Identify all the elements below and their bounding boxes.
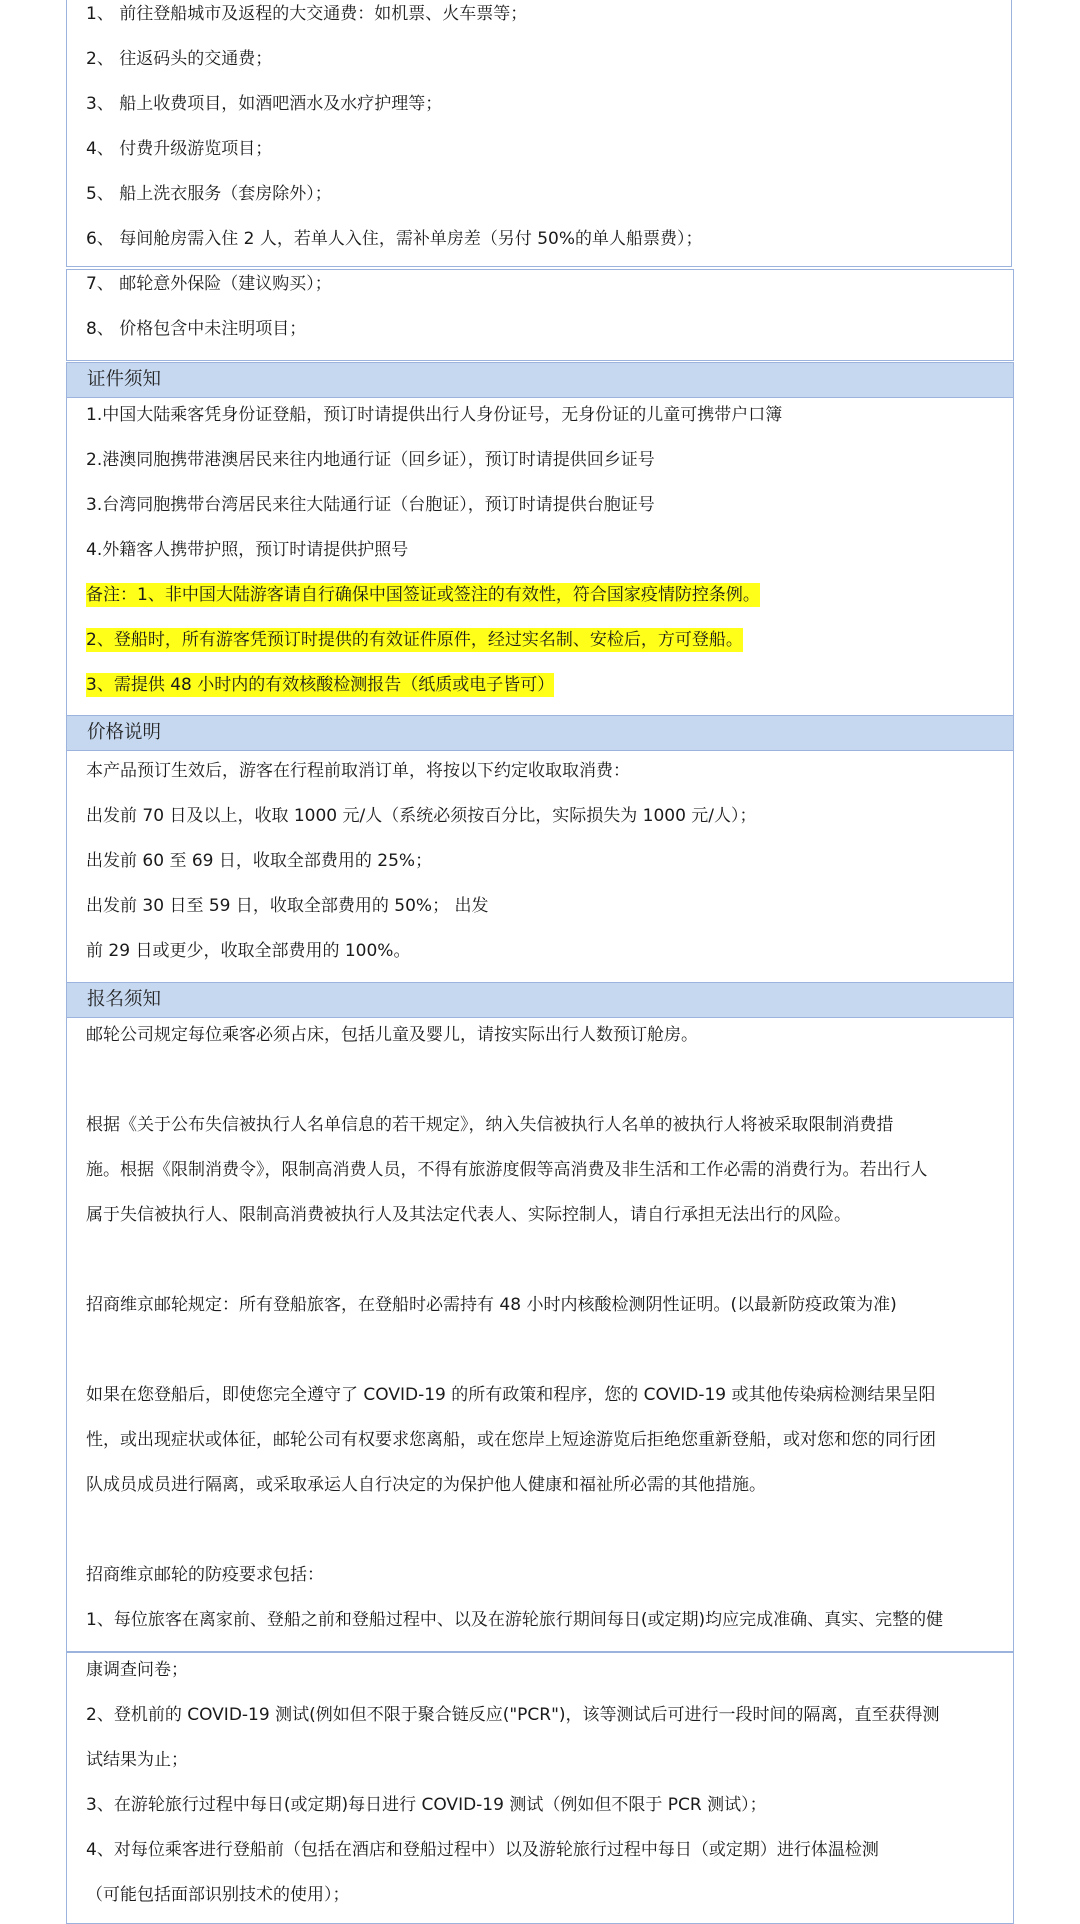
documents-item-3: 3.台湾同胞携带台湾居民来往大陆通行证（台胞证），预订时请提供台胞证号: [86, 495, 655, 515]
registration-line-16: （可能包括面部识别技术的使用）；: [86, 1885, 350, 1905]
exclusion-item-8: 8、 价格包含中未注明项目；: [86, 319, 307, 339]
pricing-line-3: 出发前 60 至 69 日，收取全部费用的 25%；: [86, 851, 433, 871]
documents-item-4: 4.外籍客人携带护照，预订时请提供护照号: [86, 540, 409, 560]
documents-section-header: [67, 362, 1013, 398]
registration-section-header: [67, 982, 1013, 1018]
exclusion-item-2: 2、 往返码头的交通费；: [86, 49, 273, 69]
registration-line-13: 试结果为止；: [86, 1750, 188, 1770]
exclusion-item-5: 5、 船上洗衣服务（套房除外）；: [86, 184, 332, 204]
registration-line-9: 招商维京邮轮的防疫要求包括：: [86, 1565, 324, 1585]
documents-section-title: 证件须知: [87, 369, 162, 390]
documents-note-1: [86, 582, 760, 608]
exclusion-item-4: 4、 付费升级游览项目；: [86, 139, 273, 159]
pricing-section-title: 价格说明: [87, 722, 162, 743]
pricing-line-2: 出发前 70 日及以上，收取 1000 元/人（系统必须按百分比，实际损失为 1000 元/人）；: [86, 806, 757, 826]
pricing-section-header: [67, 715, 1013, 751]
registration-line-10: 1、每位旅客在离家前、登船之前和登船过程中、以及在游轮旅行期间每日(或定期)均应完成准确、真实、完整的健: [86, 1610, 944, 1630]
documents-item-2: 2.港澳同胞携带港澳居民来往内地通行证（回乡证），预订时请提供回乡证号: [86, 450, 655, 470]
registration-line-3: 施。根据《限制消费令》，限制高消费人员，不得有旅游度假等高消费及非生活和工作必需的消费行为。若出行人: [86, 1160, 928, 1180]
registration-line-11: 康调查问卷；: [86, 1660, 188, 1680]
exclusion-item-7: 7、 邮轮意外保险（建议购买）；: [86, 274, 332, 294]
documents-note-3-text: 3、需提供 48 小时内的有效核酸检测报告（纸质或电子皆可）: [86, 675, 555, 695]
registration-line-8: 队成员成员进行隔离，或采取承运人自行决定的为保护他人健康和福祉所必需的其他措施。: [86, 1475, 766, 1495]
documents-note-2-text: 2、登船时，所有游客凭预订时提供的有效证件原件，经过实名制、安检后，方可登船。: [86, 630, 743, 650]
pricing-line-5: 前 29 日或更少，收取全部费用的 100%。: [86, 941, 411, 961]
documents-item-1: 1.中国大陆乘客凭身份证登船，预订时请提供出行人身份证号，无身份证的儿童可携带户口簿: [86, 405, 783, 425]
exclusion-item-1: 1、 前往登船城市及返程的大交通费：如机票、火车票等；: [86, 4, 528, 24]
exclusion-item-3: 3、 船上收费项目，如酒吧酒水及水疗护理等；: [86, 94, 443, 114]
registration-line-5: 招商维京邮轮规定：所有登船旅客，在登船时必需持有 48 小时内核酸检测阴性证明。(以最新防疫政策为准): [86, 1295, 897, 1315]
pricing-line-1: 本产品预订生效后，游客在行程前取消订单，将按以下约定收取取消费：: [86, 761, 630, 781]
registration-line-6: 如果在您登船后，即使您完全遵守了 COVID-19 的所有政策和程序，您的 COVID-19 或其他传染病检测结果呈阳: [86, 1385, 936, 1405]
registration-line-1: 邮轮公司规定每位乘客必须占床，包括儿童及婴儿，请按实际出行人数预订舱房。: [86, 1025, 698, 1045]
documents-note-2: [86, 627, 743, 653]
registration-line-7: 性，或出现症状或体征，邮轮公司有权要求您离船，或在您岸上短途游览后拒绝您重新登船，或对您和您的同行团: [86, 1430, 936, 1450]
registration-line-2: 根据《关于公布失信被执行人名单信息的若干规定》，纳入失信被执行人名单的被执行人将被采取限制消费措: [86, 1115, 894, 1135]
registration-line-15: 4、对每位乘客进行登船前（包括在酒店和登船过程中）以及游轮旅行过程中每日（或定期）进行体温检测: [86, 1840, 879, 1860]
registration-section-title: 报名须知: [87, 989, 162, 1010]
exclusion-item-6: 6、 每间舱房需入住 2 人，若单人入住，需补单房差（另付 50%的单人船票费）；: [86, 229, 703, 249]
registration-line-4: 属于失信被执行人、限制高消费被执行人及其法定代表人、实际控制人，请自行承担无法出行的风险。: [86, 1205, 851, 1225]
documents-note-3: [86, 672, 554, 698]
registration-line-12: 2、登机前的 COVID-19 测试(例如但不限于聚合链反应("PCR")，该等测试后可进行一段时间的隔离，直至获得测: [86, 1705, 940, 1725]
registration-line-14: 3、在游轮旅行过程中每日(或定期)每日进行 COVID-19 测试（例如但不限于 PCR 测试）；: [86, 1795, 767, 1815]
pricing-line-4: 出发前 30 日至 59 日，收取全部费用的 50%； 出发: [86, 896, 489, 916]
documents-note-1-text: 备注：1、非中国大陆游客请自行确保中国签证或签注的有效性，符合国家疫情防控条例。: [86, 585, 760, 605]
